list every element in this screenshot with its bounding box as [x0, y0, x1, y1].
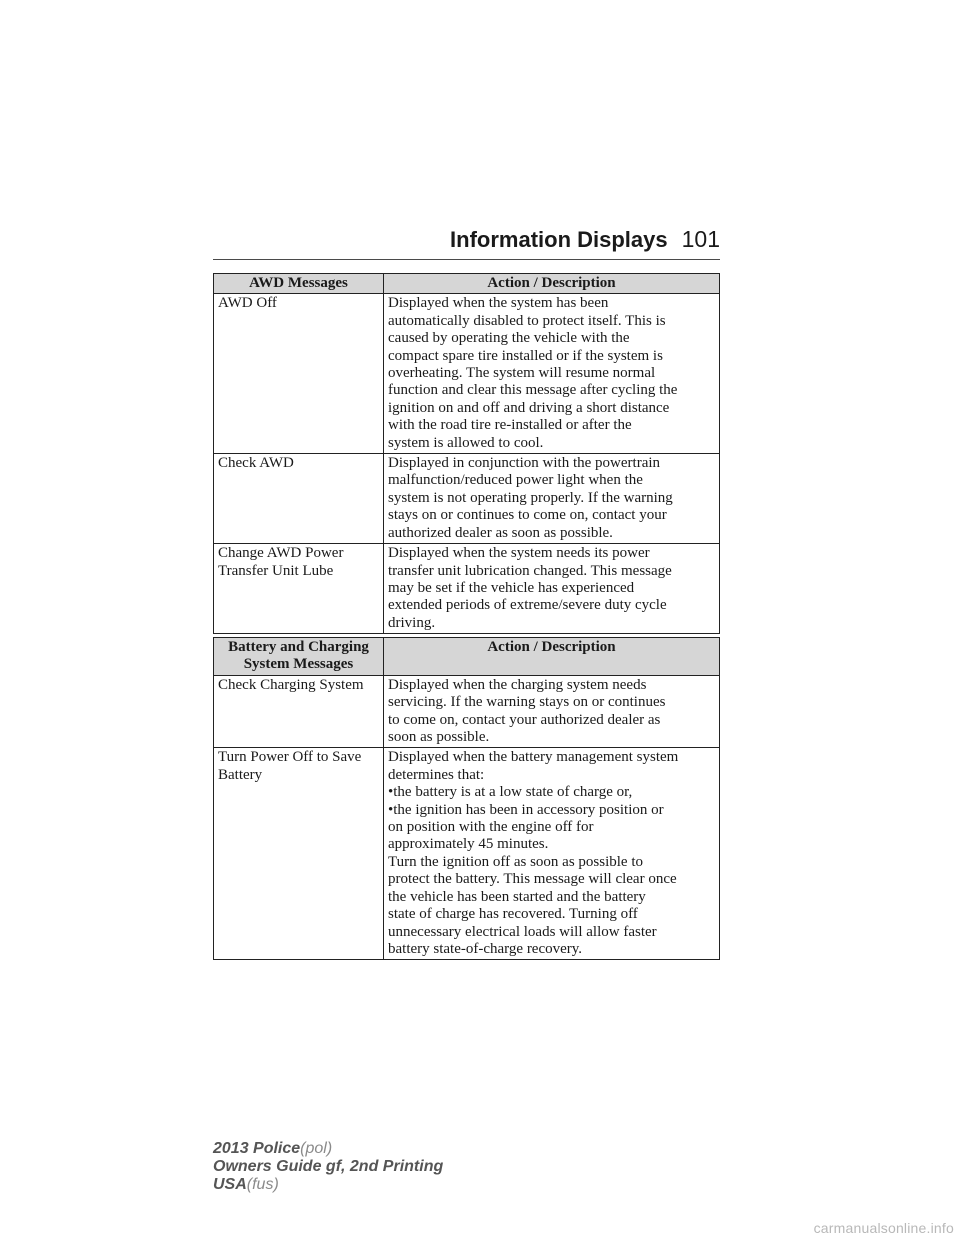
- description-line: system is not operating properly. If the warning: [388, 489, 673, 506]
- bullet-line: •the battery is at a low state of charge or,: [388, 784, 633, 801]
- header-line: Battery and Charging: [228, 639, 369, 655]
- description-line: system is allowed to cool.: [388, 434, 544, 451]
- description-line: soon as possible.: [388, 729, 490, 746]
- description-line: authorized dealer as soon as possible.: [388, 524, 613, 541]
- watermark: carmanualsonline.info: [813, 1220, 954, 1236]
- footer-model: 2013 Police: [213, 1140, 301, 1157]
- footer-line: [213, 1176, 443, 1194]
- description-line: transfer unit lubrication changed. This message: [388, 562, 672, 579]
- column-header-messages: [214, 638, 384, 676]
- page-header: [213, 226, 720, 253]
- description-line: caused by operating the vehicle with the: [388, 330, 630, 347]
- description-cell: [384, 454, 720, 544]
- footer-market-code: (fus): [246, 1176, 279, 1193]
- message-cell: [214, 748, 384, 960]
- description-line: servicing. If the warning stays on or continues: [388, 694, 666, 711]
- description-line: on position with the engine off for: [388, 819, 594, 836]
- description-line: the vehicle has been started and the battery: [388, 888, 646, 905]
- awd-messages-table: [213, 273, 720, 634]
- bullet-line: •the ignition has been in accessory position or: [388, 801, 664, 818]
- footer-guide: Owners Guide gf, 2nd Printing: [213, 1158, 444, 1175]
- description-cell: [384, 544, 720, 634]
- table-header-row: [214, 638, 720, 676]
- section-title: Information Displays: [450, 227, 668, 252]
- column-header-description: Action / Description: [384, 638, 720, 676]
- table-row: [214, 544, 720, 634]
- description-line: protect the battery. This message will clear once: [388, 871, 677, 888]
- page-number: 101: [681, 226, 720, 252]
- message-line: Turn Power Off to Save: [218, 749, 362, 766]
- description-line: extended periods of extreme/severe duty cycle: [388, 597, 667, 614]
- description-line: may be set if the vehicle has experienced: [388, 579, 635, 596]
- message-cell: Check Charging System: [214, 675, 384, 748]
- description-line: ignition on and off and driving a short distance: [388, 399, 670, 416]
- battery-messages-table: [213, 637, 720, 960]
- message-line: Battery: [218, 766, 263, 783]
- table-row: [214, 748, 720, 960]
- footer-market: USA: [213, 1176, 247, 1193]
- description-line: to come on, contact your authorized dealer as: [388, 711, 661, 728]
- description-line: overheating. The system will resume normal: [388, 365, 656, 382]
- message-cell: Check AWD: [214, 454, 384, 544]
- description-cell: [384, 675, 720, 748]
- description-line: Turn the ignition off as soon as possible to: [388, 853, 644, 870]
- column-header-description: Action / Description: [384, 274, 720, 294]
- table-header-row: [214, 274, 720, 294]
- message-line: Change AWD Power: [218, 545, 344, 562]
- description-cell: [384, 294, 720, 454]
- description-line: determines that:: [388, 766, 485, 783]
- description-line: unnecessary electrical loads will allow faster: [388, 923, 657, 940]
- description-line: automatically disabled to protect itself. This is: [388, 312, 666, 329]
- message-cell: [214, 544, 384, 634]
- description-line: stays on or continues to come on, contact your: [388, 507, 667, 524]
- table-row: [214, 454, 720, 544]
- description-line: driving.: [388, 614, 436, 631]
- description-line: Displayed in conjunction with the powertrain: [388, 455, 661, 472]
- description-line: state of charge has recovered. Turning off: [388, 906, 638, 923]
- description-line: with the road tire re-installed or after the: [388, 417, 632, 434]
- header-rule: [213, 259, 720, 260]
- description-line: function and clear this message after cycling the: [388, 382, 678, 399]
- footer-line: [213, 1158, 443, 1176]
- message-cell: AWD Off: [214, 294, 384, 454]
- description-line: Displayed when the system needs its power: [388, 545, 650, 562]
- table-row: [214, 294, 720, 454]
- column-header-messages: AWD Messages: [214, 274, 384, 294]
- footer-model-code: (pol): [300, 1140, 333, 1157]
- table-row: [214, 675, 720, 748]
- description-line: malfunction/reduced power light when the: [388, 472, 643, 489]
- description-line: compact spare tire installed or if the system is: [388, 347, 663, 364]
- description-line: Displayed when the battery management system: [388, 749, 679, 766]
- message-line: Transfer Unit Lube: [218, 562, 334, 579]
- description-line: battery state-of-charge recovery.: [388, 940, 583, 957]
- description-line: Displayed when the system has been: [388, 295, 609, 312]
- description-line: approximately 45 minutes.: [388, 836, 549, 853]
- description-cell: [384, 748, 720, 960]
- document-footer: [213, 1140, 443, 1194]
- description-line: Displayed when the charging system needs: [388, 676, 647, 693]
- footer-line: [213, 1140, 443, 1158]
- header-line: System Messages: [243, 656, 354, 673]
